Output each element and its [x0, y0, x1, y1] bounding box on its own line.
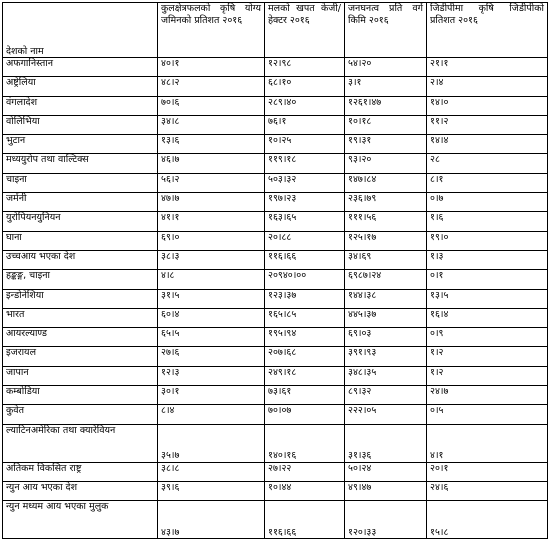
- cell-fertilizer: २०।८८: [265, 231, 345, 250]
- cell-country: युरोपियनयुनियन: [3, 212, 158, 231]
- cell-density: ३।१: [345, 77, 427, 96]
- table-row: [3, 328, 548, 347]
- cell-density: ३४८।३५: [345, 366, 427, 385]
- header-row: [3, 3, 548, 58]
- cell-fertilizer: २०७।६८: [265, 347, 345, 366]
- cell-density: ४४५।३७: [345, 308, 427, 327]
- cell-agri-gdp: २४।६: [427, 481, 548, 500]
- cell-country: अफगानिस्तान: [3, 58, 158, 77]
- table-row: [3, 193, 548, 212]
- cell-agri-gdp: ८।१: [427, 173, 548, 192]
- cell-country: मध्ययुरोप तथा वाल्टिक्स: [3, 154, 158, 173]
- cell-fertilizer: २०९४०।००: [265, 270, 345, 289]
- table-row: [3, 115, 548, 134]
- table-row: [3, 289, 548, 308]
- cell-agri-gdp: १।२: [427, 366, 548, 385]
- table-row: [3, 250, 548, 269]
- cell-arable-land: ३८।३: [158, 250, 265, 269]
- cell-agri-gdp: १३।५: [427, 289, 548, 308]
- cell-country: न्युन मध्यम आय भएका मुलुक: [3, 501, 158, 539]
- cell-density: ३१।३६: [345, 424, 427, 462]
- table-row: [3, 347, 548, 366]
- cell-density: १२५।१७: [345, 231, 427, 250]
- cell-density: १४४।३८: [345, 289, 427, 308]
- cell-arable-land: ४७।७: [158, 193, 265, 212]
- cell-arable-land: ४१।१: [158, 212, 265, 231]
- cell-arable-land: ४६।७: [158, 154, 265, 173]
- cell-arable-land: ६९।०: [158, 231, 265, 250]
- cell-density: १०।१८: [345, 115, 427, 134]
- cell-country: ल्याटिनअमेरिका तथा क्यारेवियन: [3, 424, 158, 462]
- cell-density: ९३।२०: [345, 154, 427, 173]
- cell-agri-gdp: १९।०: [427, 231, 548, 250]
- cell-country: कुवेत: [3, 405, 158, 424]
- cell-density: ५०।२४: [345, 462, 427, 481]
- cell-agri-gdp: २।४: [427, 77, 548, 96]
- cell-arable-land: ६०।४: [158, 308, 265, 327]
- header-density: [345, 3, 427, 58]
- cell-country: अष्ट्रेलिया: [3, 77, 158, 96]
- table-row: [3, 481, 548, 500]
- header-fertilizer: [265, 3, 345, 58]
- cell-arable-land: ३५।७: [158, 424, 265, 462]
- cell-country: घाना: [3, 231, 158, 250]
- cell-country: इजरायल: [3, 347, 158, 366]
- cell-agri-gdp: १५।८: [427, 501, 548, 539]
- table-row: [3, 58, 548, 77]
- cell-agri-gdp: १४।०: [427, 96, 548, 115]
- cell-fertilizer: १०।४४: [265, 481, 345, 500]
- cell-agri-gdp: १४।४: [427, 135, 548, 154]
- table-row: [3, 405, 548, 424]
- cell-agri-gdp: १।६: [427, 212, 548, 231]
- cell-fertilizer: १६५।८५: [265, 308, 345, 327]
- header-agri-gdp-label: जिडीपीमा कृषि जिडीपीको प्रतिशत २०१६: [430, 3, 544, 26]
- cell-agri-gdp: २८: [427, 154, 548, 173]
- cell-fertilizer: १४०।१६: [265, 424, 345, 462]
- cell-agri-gdp: ०।१: [427, 270, 548, 289]
- cell-agri-gdp: ११।२: [427, 115, 548, 134]
- cell-arable-land: ५६।२: [158, 173, 265, 192]
- cell-agri-gdp: २४।७: [427, 386, 548, 405]
- cell-arable-land: ६५।५: [158, 328, 265, 347]
- cell-fertilizer: २७।२२: [265, 462, 345, 481]
- cell-arable-land: ८।४: [158, 405, 265, 424]
- table-row: [3, 135, 548, 154]
- table-row: [3, 212, 548, 231]
- header-country: [3, 3, 158, 58]
- cell-agri-gdp: १।२: [427, 347, 548, 366]
- cell-arable-land: १२।३: [158, 366, 265, 385]
- cell-fertilizer: ७६।१: [265, 115, 345, 134]
- cell-arable-land: ३१।५: [158, 289, 265, 308]
- header-fertilizer-label: मलको खपत केजी/ हेक्टर २०१६: [268, 3, 341, 26]
- cell-density: १२०।३३: [345, 501, 427, 539]
- header-arable-land: [158, 3, 265, 58]
- cell-arable-land: ४।८: [158, 270, 265, 289]
- cell-agri-gdp: ०।७: [427, 193, 548, 212]
- cell-fertilizer: ११९।१८: [265, 154, 345, 173]
- header-agri-gdp: [427, 3, 548, 58]
- table-row: [3, 154, 548, 173]
- cell-arable-land: ४०।१: [158, 58, 265, 77]
- cell-fertilizer: १२३।३७: [265, 289, 345, 308]
- cell-density: ६९८७।२४: [345, 270, 427, 289]
- cell-country: भारत: [3, 308, 158, 327]
- cell-fertilizer: ७३।६१: [265, 386, 345, 405]
- cell-fertilizer: १०।२५: [265, 135, 345, 154]
- cell-density: ८९।३२: [345, 386, 427, 405]
- table-row: [3, 77, 548, 96]
- cell-fertilizer: १२।९८: [265, 58, 345, 77]
- table-row: [3, 424, 548, 462]
- cell-country: इन्डोनेशिया: [3, 289, 158, 308]
- cell-agri-gdp: ०।९: [427, 328, 548, 347]
- cell-country: कम्बोडिया: [3, 386, 158, 405]
- cell-country: चाइना: [3, 173, 158, 192]
- cell-arable-land: ३४।८: [158, 115, 265, 134]
- data-table: [2, 2, 548, 539]
- cell-agri-gdp: १।३: [427, 250, 548, 269]
- cell-fertilizer: १९५।९४: [265, 328, 345, 347]
- cell-country: जापान: [3, 366, 158, 385]
- cell-agri-gdp: ०।५: [427, 405, 548, 424]
- table-row: [3, 462, 548, 481]
- cell-density: १११।५६: [345, 212, 427, 231]
- cell-arable-land: ४३।७: [158, 501, 265, 539]
- cell-fertilizer: २४९।१८: [265, 366, 345, 385]
- cell-agri-gdp: २०।१: [427, 462, 548, 481]
- cell-country: भुटान: [3, 135, 158, 154]
- cell-agri-gdp: ४।१: [427, 424, 548, 462]
- header-density-label: जनघनत्व प्रति वर्ग किमि २०१६: [348, 3, 423, 26]
- cell-country: न्युन आय भएका देश: [3, 481, 158, 500]
- table-row: [3, 366, 548, 385]
- cell-density: २२२।०५: [345, 405, 427, 424]
- cell-density: ३४।६९: [345, 250, 427, 269]
- cell-fertilizer: ५०३।३२: [265, 173, 345, 192]
- cell-arable-land: ४८।२: [158, 77, 265, 96]
- cell-arable-land: १३।६: [158, 135, 265, 154]
- cell-fertilizer: ११६।६६: [265, 501, 345, 539]
- cell-country: हङ्कङ्ग, चाइना: [3, 270, 158, 289]
- cell-density: ६९।०३: [345, 328, 427, 347]
- cell-density: २३६।७९: [345, 193, 427, 212]
- cell-country: अतिकम विकसित राष्ट्र: [3, 462, 158, 481]
- cell-country: वंगलादेश: [3, 96, 158, 115]
- cell-fertilizer: ६८।१०: [265, 77, 345, 96]
- cell-fertilizer: २८९।४०: [265, 96, 345, 115]
- table-row: [3, 173, 548, 192]
- cell-country: वोलिभिया: [3, 115, 158, 134]
- header-arable-land-label: कुलक्षेत्रफलको कृषि योग्य जमिनको प्रतिशत २०१६: [161, 3, 261, 26]
- cell-density: १४७।८४: [345, 173, 427, 192]
- table-row: [3, 96, 548, 115]
- table-body: [3, 58, 548, 539]
- cell-country: आयरल्याण्ड: [3, 328, 158, 347]
- cell-arable-land: ३०।१: [158, 386, 265, 405]
- table-row: [3, 501, 548, 539]
- cell-country: उच्चआय भएका देश: [3, 250, 158, 269]
- cell-fertilizer: १६३।६५: [265, 212, 345, 231]
- cell-fertilizer: ११६।६६: [265, 250, 345, 269]
- header-country-label: देशको नाम: [6, 45, 44, 57]
- cell-agri-gdp: १६।४: [427, 308, 548, 327]
- cell-arable-land: ३९।६: [158, 481, 265, 500]
- table-row: [3, 231, 548, 250]
- cell-density: १२६१।४७: [345, 96, 427, 115]
- table-row: [3, 270, 548, 289]
- cell-fertilizer: १९७।२३: [265, 193, 345, 212]
- cell-arable-land: २७।६: [158, 347, 265, 366]
- cell-arable-land: ३८।८: [158, 462, 265, 481]
- cell-fertilizer: ७०।०७: [265, 405, 345, 424]
- table-row: [3, 386, 548, 405]
- cell-density: ५४।२०: [345, 58, 427, 77]
- cell-density: ३९१।९३: [345, 347, 427, 366]
- table-row: [3, 308, 548, 327]
- cell-agri-gdp: २१।१: [427, 58, 548, 77]
- cell-arable-land: ७०।६: [158, 96, 265, 115]
- cell-country: जर्मनी: [3, 193, 158, 212]
- cell-density: ४९।४७: [345, 481, 427, 500]
- cell-density: १९।३१: [345, 135, 427, 154]
